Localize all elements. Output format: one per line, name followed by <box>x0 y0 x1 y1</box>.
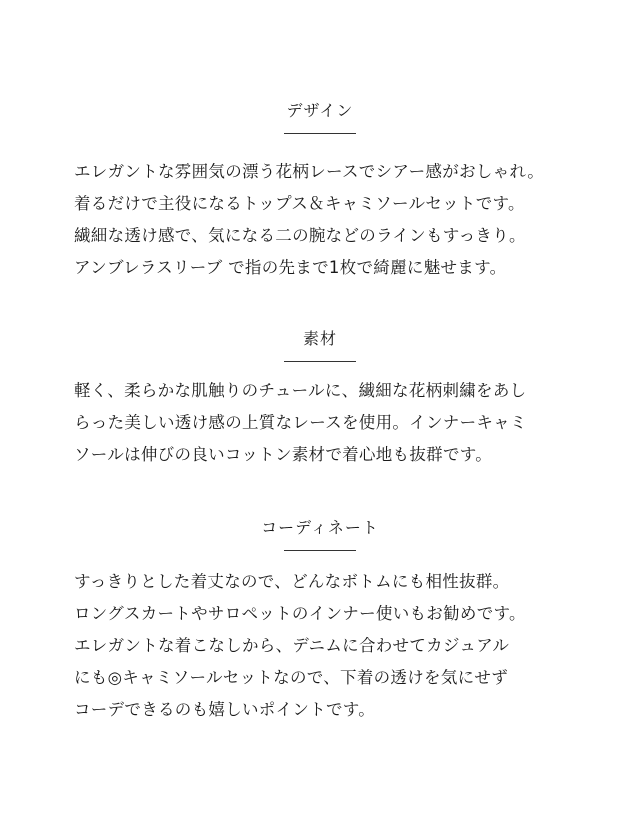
text-line: コーデできるのも嬉しいポイントです。 <box>74 700 376 719</box>
section-design <box>0 101 640 134</box>
heading-divider <box>284 133 356 134</box>
section-heading: デザイン <box>286 101 354 120</box>
section-material <box>0 329 640 362</box>
text-line: にも◎キャミソールセットなので、下着の透けを気にせず <box>74 668 509 687</box>
text-line: エレガントな着こなしから、デニムに合わせてカジュアル <box>74 636 510 655</box>
section-design-body <box>74 156 594 284</box>
text-line: 軽く、柔らかな肌触りのチュールに、繊細な花柄刺繍をあし <box>74 381 527 400</box>
heading-divider <box>284 550 356 551</box>
text-line: ロングスカートやサロペットのインナー使いもお勧めです。 <box>74 604 526 623</box>
text-line: すっきりとした着丈なので、どんなボトムにも相性抜群。 <box>74 572 510 591</box>
text-line: ソールは伸びの良いコットン素材で着心地も抜群です。 <box>74 445 493 464</box>
section-coordinate <box>0 518 640 551</box>
section-material-body <box>74 375 594 471</box>
section-heading: コーディネート <box>261 518 379 537</box>
heading-divider <box>284 361 356 362</box>
text-line: アンブレラスリーブ で指の先まで1枚で綺麗に魅せます。 <box>74 258 507 277</box>
section-coordinate-body <box>74 566 594 726</box>
text-line: 着るだけで主役になるトップス＆キャミソールセットです。 <box>74 194 525 213</box>
section-heading: 素材 <box>302 329 337 348</box>
text-line: エレガントな雰囲気の漂う花柄レースでシアー感がおしゃれ。 <box>74 162 545 181</box>
text-line: らった美しい透け感の上質なレースを使用。インナーキャミ <box>74 413 527 432</box>
text-line: 繊細な透け感で、気になる二の腕などのラインもすっきり。 <box>74 226 526 245</box>
